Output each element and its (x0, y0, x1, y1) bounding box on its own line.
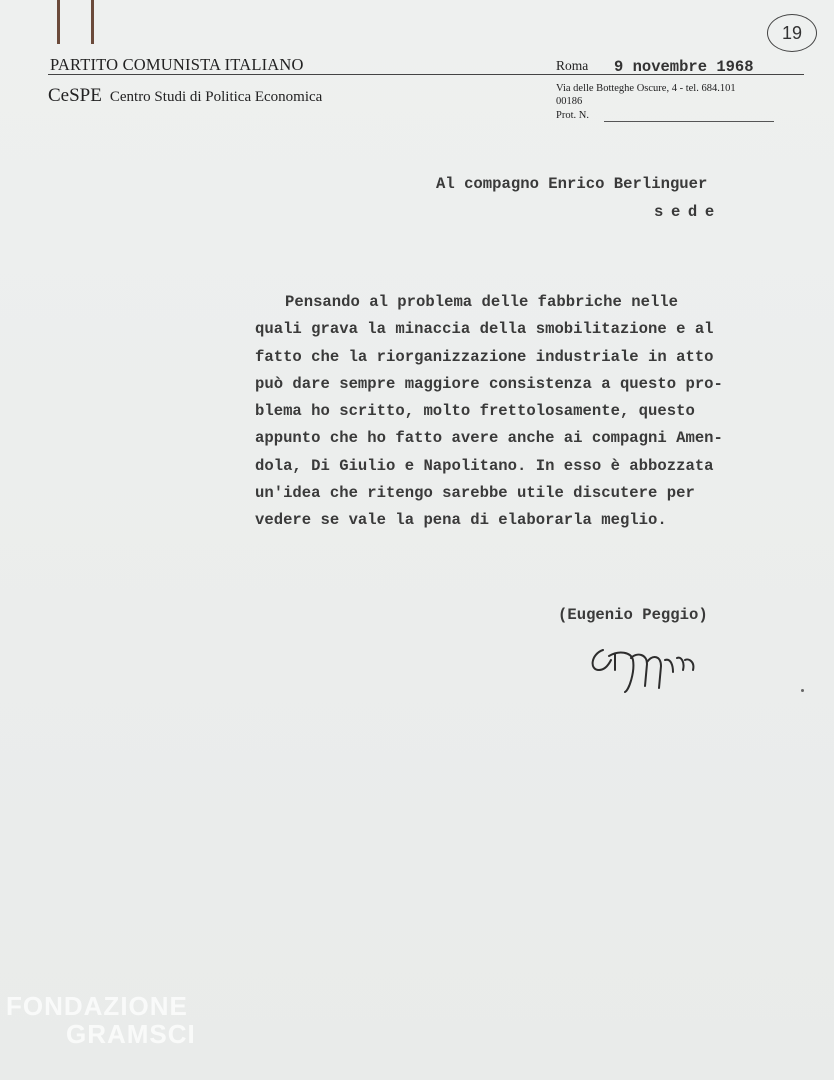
party-name: PARTITO COMUNISTA ITALIANO (50, 55, 304, 74)
letter-body (255, 289, 723, 535)
body-line: dola, Di Giulio e Napolitano. In esso è abbozzata (255, 456, 714, 475)
watermark-line: GRAMSCI (66, 1019, 196, 1049)
organization-full-name: Centro Studi di Politica Economica (109, 89, 323, 105)
body-line: può dare sempre maggiore consistenza a questo pro- (255, 374, 723, 393)
staple-mark-left (57, 0, 60, 44)
organization-name (48, 85, 322, 107)
body-line: appunto che ho fatto avere anche ai compagni Amen- (255, 429, 723, 448)
body-line: un'idea che ritengo sarebbe utile discutere per (255, 484, 695, 503)
body-line: vedere se vale la pena di elaborarla meglio. (255, 511, 667, 530)
archive-watermark (6, 992, 196, 1048)
postal-code: 00186 (556, 96, 583, 107)
protocol-line (604, 121, 774, 122)
ink-speck (801, 689, 804, 692)
place-label: Roma (556, 58, 589, 73)
address-line: Via delle Botteghe Oscure, 4 - tel. 684.101 (556, 83, 736, 94)
body-line: blema ho scritto, molto frettolosamente, questo (255, 402, 695, 421)
handwritten-signature (585, 636, 715, 696)
page-number: 19 (781, 22, 803, 43)
protocol-label: Prot. N. (556, 110, 589, 121)
organization-acronym: CeSPE (48, 85, 102, 106)
body-line: quali grava la minaccia della smobilitazione e al (255, 320, 714, 339)
watermark-line: FONDAZIONE (6, 991, 188, 1021)
body-line: Pensando al problema delle fabbriche nelle (285, 293, 679, 311)
letter-date: 9 novembre 1968 (614, 58, 754, 76)
address-block (556, 82, 736, 108)
recipient-location: sede (654, 203, 722, 221)
recipient-line: Al compagno Enrico Berlinguer (436, 175, 708, 193)
signatory-name: (Eugenio Peggio) (558, 606, 708, 624)
page-number-circle (767, 14, 817, 52)
body-line: fatto che la riorganizzazione industriale in atto (255, 347, 714, 366)
staple-mark-right (91, 0, 94, 44)
